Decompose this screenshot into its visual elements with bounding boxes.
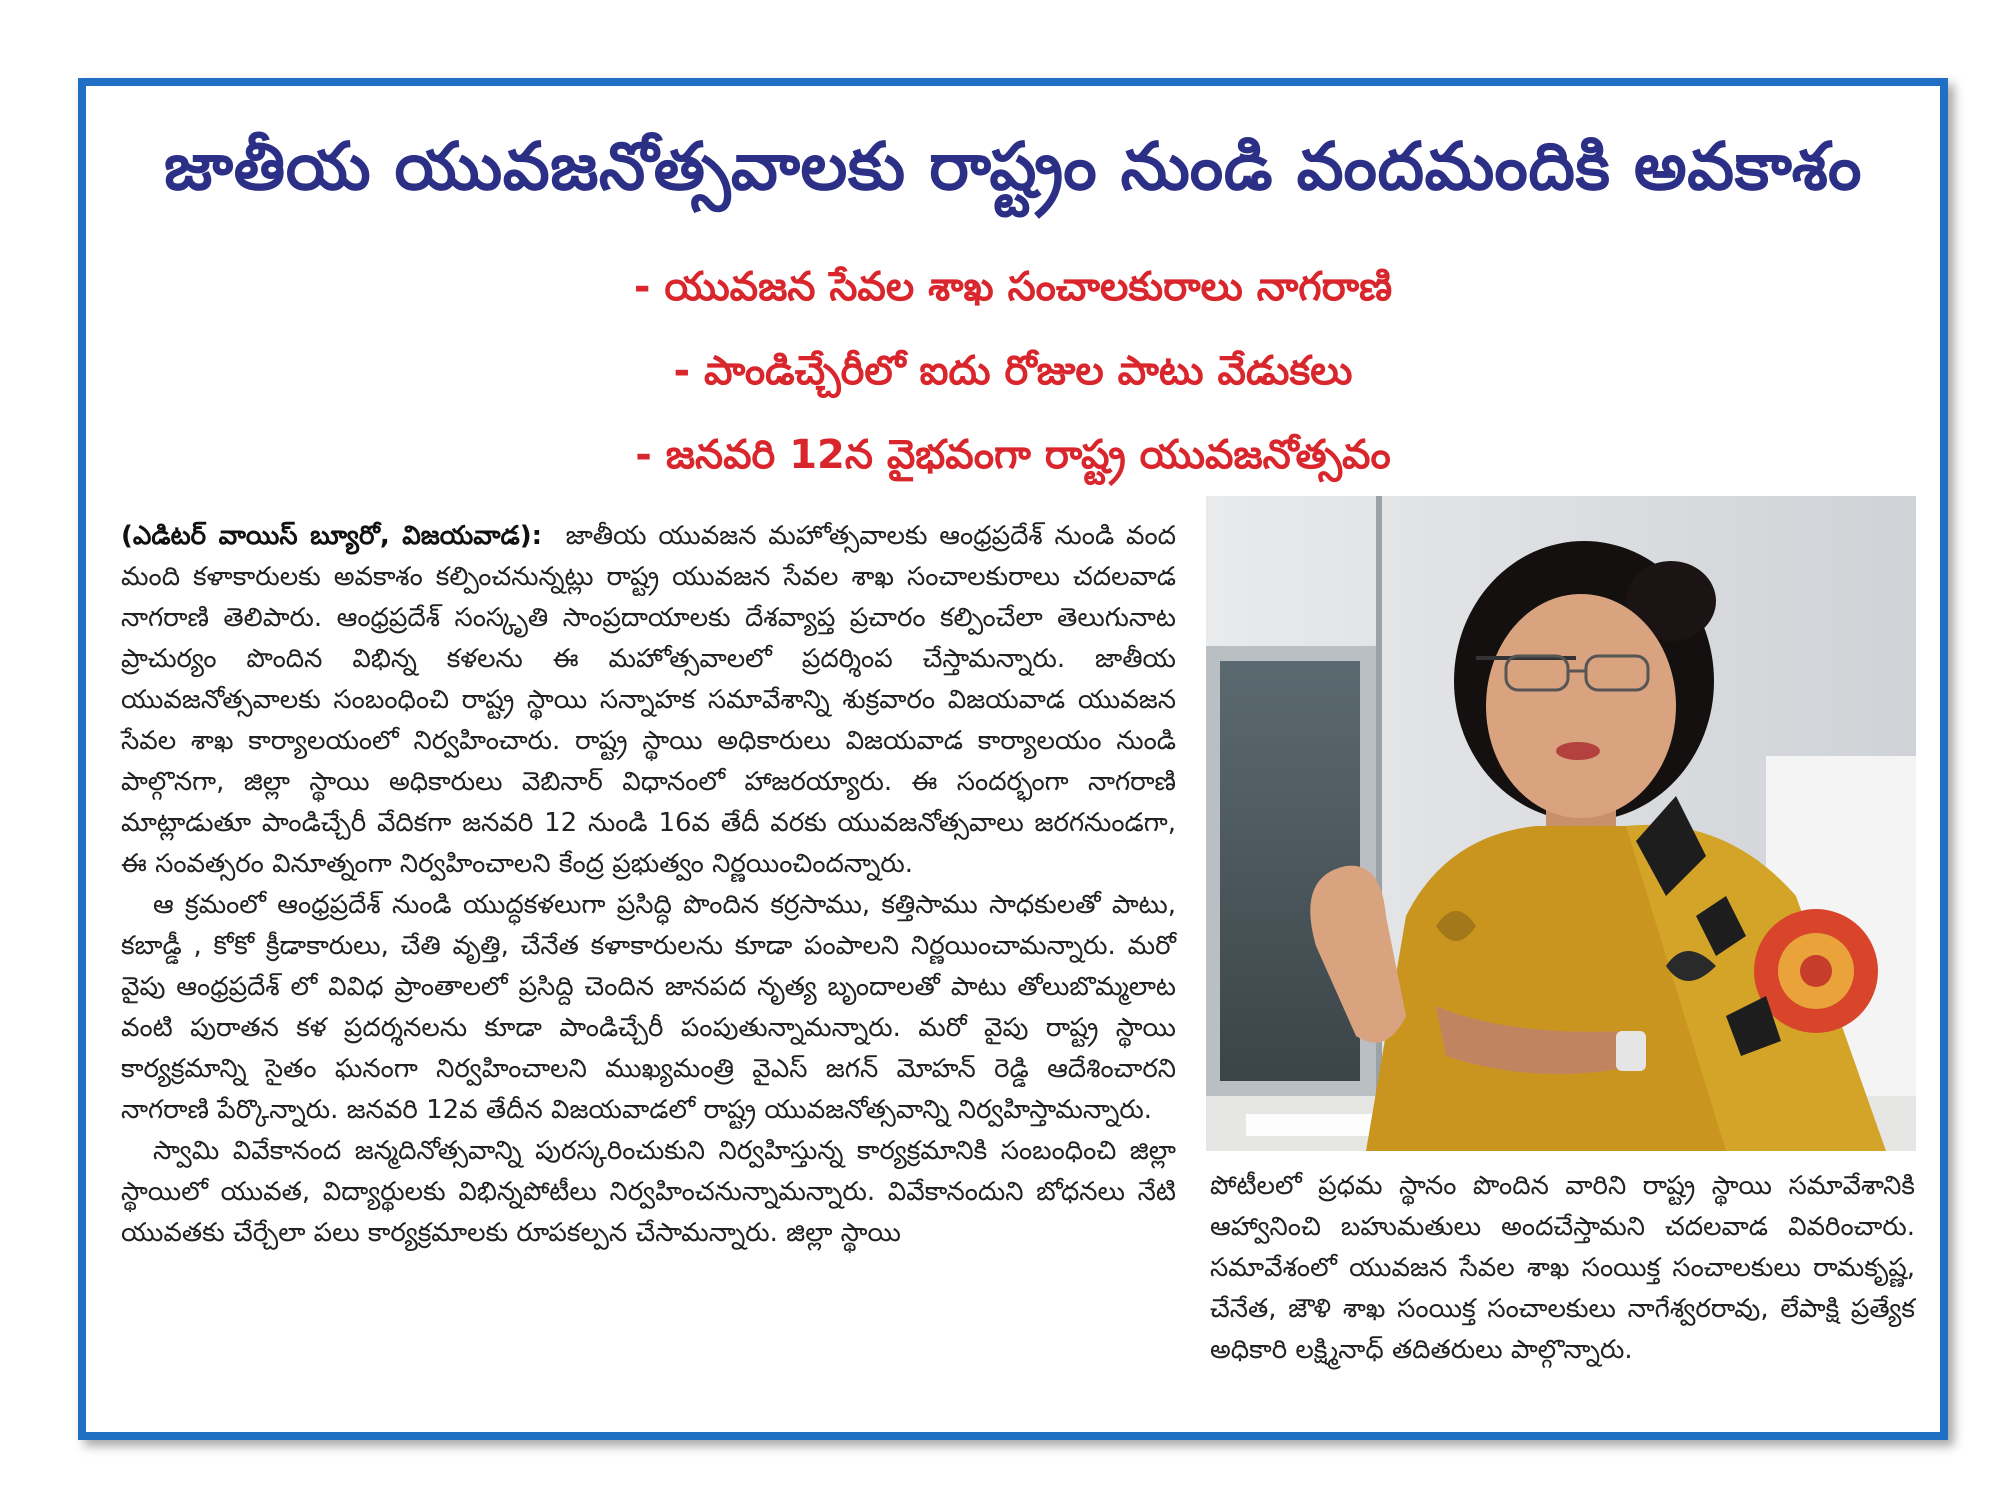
- right-column-paragraph: పోటీలలో ప్రధమ స్థానం పొందిన వారిని రాష్ట్ర స్థాయి సమావేశానికి ఆహ్వానించి బహుమతులు అందచేస్తామని చదలవాడ వివరించారు. సమావేశంలో యువజన సేవల శాఖ సంయిక్త సంచాలకులు రామకృష్ణ, చేనేత, జౌళి శాఖ సంయిక్త సంచాలకులు నాగేశ్వరరావు, లేపాక్షి ప్రత్యేక అధికారి లక్ష్మినాధ్ తదితరులు పాల్గొన్నారు.: [1210, 1171, 1915, 1365]
- subheading-3: - జనవరి 12న వైభవంగా రాష్ట్ర యువజనోత్సవం: [635, 432, 1391, 478]
- article-frame: [78, 78, 1948, 1440]
- subheading-2: - పాండిచ్చేరీలో ఐదు రోజుల పాటు వేడుకలు: [673, 348, 1353, 394]
- subheading-1: - యువజన సేవల శాఖ సంచాలకురాలు నాగరాణి: [633, 264, 1393, 310]
- article-body-left: [121, 516, 1176, 1254]
- article-paragraph-3: స్వామి వివేకానంద జన్మదినోత్సవాన్ని పురస్కరించుకుని నిర్వహిస్తున్న కార్యక్రమానికి సంబంధించి జిల్లా స్థాయిలో యువత, విద్యార్థులకు విభిన్నపోటీలు నిర్వహించనున్నామన్నారు. వివేకానందుని బోధనలు నేటి యువతకు చేర్చేలా పలు కార్యక్రమాలకు రూపకల్పన చేసామన్నారు. జిల్లా స్థాయి: [121, 1136, 1176, 1248]
- woman-speaking-photo-illustration: [1206, 496, 1916, 1151]
- article-paragraph-1: [121, 516, 1176, 885]
- paragraph-text: జాతీయ యువజన మహోత్సవాలకు ఆంధ్రప్రదేశ్ నుండి వంద మంది కళాకారులకు అవకాశం కల్పించనున్నట్లు రాష్ట్ర యువజన సేవల శాఖ సంచాలకురాలు చదలవాడ నాగరాణి తెలిపారు. ఆంధ్రప్రదేశ్ సంస్కృతి సాంప్రదాయాలకు దేశవ్యాప్త ప్రచారం కల్పించేలా తెలుగునాట ప్రాచుర్యం పొందిన విభిన్న కళలను ఈ మహోత్సవాలలో ప్రదర్శింప చేస్తామన్నారు. జాతీయ యువజనోత్సవాలకు సంబంధించి రాష్ట్ర స్థాయి సన్నాహక సమావేశాన్ని శుక్రవారం విజయవాడ యువజన సేవల శాఖ కార్యాలయంలో నిర్వహించారు. రాష్ట్ర స్థాయి అధికారులు విజయవాడ కార్యాలయం నుండి పాల్గొనగా, జిల్లా స్థాయి అధికారులు వెబినార్ విధానంలో హాజరయ్యారు. ఈ సందర్భంగా నాగరాణి మాట్లాడుతూ పాండిచ్చేరీ వేదికగా జనవరి 12 నుండి 16వ తేదీ వరకు యువజనోత్సవాలు జరగనుండగా, ఈ సంవత్సరం వినూత్నంగా నిర్వహించాలని కేంద్ర ప్రభుత్వం నిర్ణయించిందన్నారు.: [121, 521, 1177, 879]
- dateline: (ఎడిటర్ వాయిస్ బ్యూరో, విజయవాడ):: [121, 521, 542, 551]
- headline: జాతీయ యువజనోత్సవాలకు రాష్ట్రం నుండి వందమందికి అవకాశం: [164, 128, 1862, 205]
- article-photo: [1206, 496, 1916, 1151]
- article-body-right: [1210, 1166, 1915, 1371]
- article-paragraph-2: ఆ క్రమంలో ఆంధ్రప్రదేశ్ నుండి యుద్ధకళలుగా ప్రసిద్ధి పొందిన కర్రసాము, కత్తిసాము సాధకులతో పాటు, కబాడ్డీ , కోకో క్రీడాకారులు, చేతి వృత్తి, చేనేత కళాకారులను కూడా పంపాలని నిర్ణయించామన్నారు. మరో వైపు ఆంధ్రప్రదేశ్ లో వివిధ ప్రాంతాలలో ప్రసిద్ది చెందిన జానపద నృత్య బృందాలతో పాటు తోలుబొమ్మలాట వంటి పురాతన కళ ప్రదర్శనలను కూడా పాండిచ్చేరీ పంపుతున్నామన్నారు. మరో వైపు రాష్ట్ర స్థాయి కార్యక్రమాన్ని సైతం ఘనంగా నిర్వహించాలని ముఖ్యమంత్రి వైఎస్ జగన్ మోహన్ రెడ్డి ఆదేశించారని నాగరాణి పేర్కొన్నారు. జనవరి 12వ తేదీన విజయవాడలో రాష్ట్ర యువజనోత్సవాన్ని నిర్వహిస్తామన్నారు.: [121, 890, 1176, 1125]
